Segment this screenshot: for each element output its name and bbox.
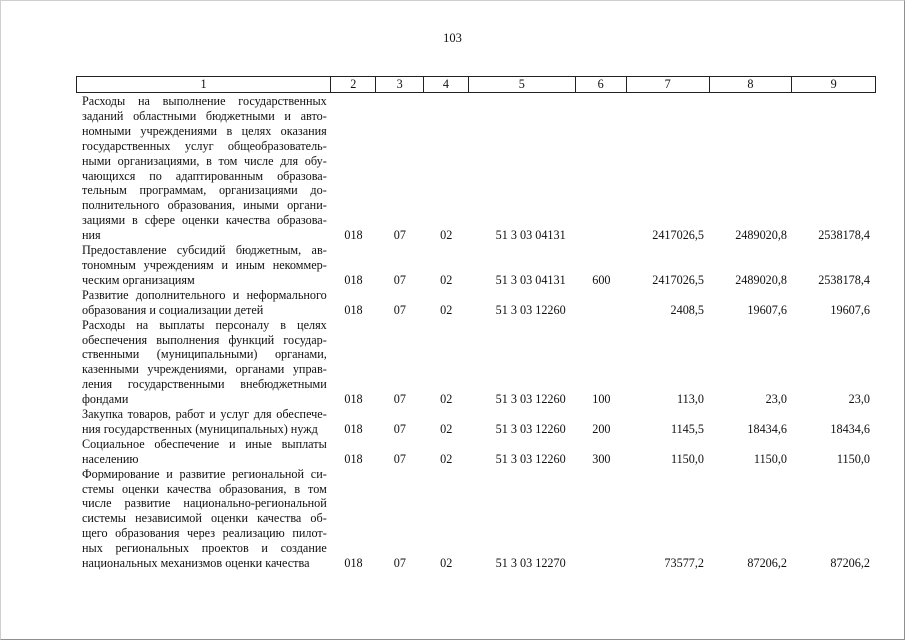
cell-value-col9: 2538178,4 xyxy=(818,228,870,243)
table-row xyxy=(76,437,876,467)
cell-value-col8: 2489020,8 xyxy=(735,272,787,287)
cell-target-article: 51 3 03 12260 xyxy=(495,421,566,436)
description-line: стемы оценки качества образования, в том xyxy=(82,481,327,496)
description-line: ственными (муниципальными) органами, xyxy=(82,347,327,362)
description-line: ными организациями, в том числе для обу- xyxy=(82,153,327,168)
cell-ved: 018 xyxy=(344,302,363,317)
cell-value-col8: 2489020,8 xyxy=(735,228,787,243)
cell-subsection: 02 xyxy=(440,421,453,436)
cell-ved: 018 xyxy=(344,421,363,436)
cell-section: 07 xyxy=(393,421,406,436)
cell-section: 07 xyxy=(393,272,406,287)
cell-ved: 018 xyxy=(344,272,363,287)
table-row xyxy=(76,467,876,571)
table-row xyxy=(76,407,876,437)
row-description xyxy=(76,288,331,318)
cell-target-article: 51 3 03 12260 xyxy=(495,451,566,466)
header-col-8: 8 xyxy=(710,77,793,92)
header-col-4: 4 xyxy=(424,77,469,92)
cell-target-article: 51 3 03 12260 xyxy=(495,392,566,407)
row-description xyxy=(76,437,331,467)
description-line: образования и социализации детей xyxy=(82,302,264,317)
table-header xyxy=(76,76,876,93)
header-col-6: 6 xyxy=(576,77,627,92)
row-description xyxy=(76,318,331,407)
row-description xyxy=(76,407,331,437)
cell-expense-type: 200 xyxy=(592,421,611,436)
description-line: системы независимой оценки качества об- xyxy=(82,511,327,526)
header-col-5: 5 xyxy=(469,77,575,92)
cell-subsection: 02 xyxy=(440,556,453,571)
page-number: 103 xyxy=(443,31,462,45)
cell-expense-type: 100 xyxy=(592,392,611,407)
cell-value-col9: 19607,6 xyxy=(830,302,870,317)
cell-value-col8: 19607,6 xyxy=(747,302,787,317)
description-line: государственных услуг общеобразователь- xyxy=(82,138,327,153)
header-col-9: 9 xyxy=(830,77,837,91)
cell-section: 07 xyxy=(393,228,406,243)
cell-value-col7: 2408,5 xyxy=(670,302,705,317)
table-body xyxy=(76,94,876,571)
cell-value-col7: 73577,2 xyxy=(664,556,705,571)
cell-value-col9: 87206,2 xyxy=(830,556,870,571)
cell-value-col9: 2538178,4 xyxy=(818,272,870,287)
description-line: ных региональных проектов и создание xyxy=(82,541,327,556)
header-col-3: 3 xyxy=(376,77,423,92)
description-line: Расходы на выплаты персоналу в целях xyxy=(82,317,327,332)
cell-expense-type: 300 xyxy=(592,451,611,466)
cell-value-col8: 23,0 xyxy=(765,392,787,407)
description-line: номными учреждениями в целях оказания xyxy=(82,123,327,138)
description-line: Закупка товаров, работ и услуг для обеспече- xyxy=(82,407,327,422)
cell-subsection: 02 xyxy=(440,228,453,243)
description-line: чающихся по адаптированным образова- xyxy=(82,168,327,183)
cell-ved: 018 xyxy=(344,392,363,407)
cell-value-col7: 2417026,5 xyxy=(652,272,705,287)
cell-target-article: 51 3 03 12270 xyxy=(495,556,566,571)
header-col-1: 1 xyxy=(77,77,331,92)
description-line: Предоставление субсидий бюджетным, ав- xyxy=(82,243,327,258)
cell-value-col9: 18434,6 xyxy=(830,421,870,436)
description-line: ления государственными внебюджетными xyxy=(82,377,327,392)
description-line: национальных механизмов оценки качества xyxy=(82,556,310,571)
description-line: полнительного образования, иными органи- xyxy=(82,198,327,213)
description-line: тельным программам, организациями до- xyxy=(82,183,327,198)
cell-value-col8: 18434,6 xyxy=(747,421,787,436)
table-row xyxy=(76,318,876,407)
cell-value-col7: 1145,5 xyxy=(670,421,705,436)
cell-target-article: 51 3 03 12260 xyxy=(495,302,566,317)
cell-section: 07 xyxy=(393,451,406,466)
row-description xyxy=(76,243,331,288)
description-line: ния xyxy=(82,228,101,243)
cell-section: 07 xyxy=(393,302,406,317)
description-line: Формирование и развитие региональной си- xyxy=(82,466,327,481)
description-line: щего образования через реализацию пилот- xyxy=(82,526,327,541)
cell-section: 07 xyxy=(393,392,406,407)
cell-target-article: 51 3 03 04131 xyxy=(495,228,566,243)
header-col-2: 2 xyxy=(331,77,376,92)
description-line: населению xyxy=(82,451,139,466)
cell-subsection: 02 xyxy=(440,392,453,407)
cell-subsection: 02 xyxy=(440,272,453,287)
description-line: Расходы на выполнение государственных xyxy=(82,94,327,108)
description-line: заданий областными бюджетными и авто- xyxy=(82,108,327,123)
cell-value-col7: 113,0 xyxy=(677,392,705,407)
description-line: ческим организациям xyxy=(82,272,195,287)
description-line: зациями в сфере оценки качества образова- xyxy=(82,213,327,228)
description-line: Социальное обеспечение и иные выплаты xyxy=(82,436,327,451)
description-line: Развитие дополнительного и неформального xyxy=(82,287,327,302)
cell-ved: 018 xyxy=(344,228,363,243)
cell-subsection: 02 xyxy=(440,302,453,317)
description-line: обеспечения выполнения функций государ- xyxy=(82,332,327,347)
cell-section: 07 xyxy=(393,556,406,571)
header-col-7: 7 xyxy=(627,77,710,92)
cell-target-article: 51 3 03 04131 xyxy=(495,272,566,287)
cell-expense-type: 600 xyxy=(592,272,611,287)
cell-value-col9: 23,0 xyxy=(848,392,870,407)
description-line: числе развитие национально-региональной xyxy=(82,496,327,511)
description-line: фондами xyxy=(82,392,129,407)
cell-value-col7: 2417026,5 xyxy=(652,228,705,243)
description-line: ния государственных (муниципальных) нужд xyxy=(82,421,318,436)
description-line: тономным учреждениям и иным некоммер- xyxy=(82,257,327,272)
table-row xyxy=(76,288,876,318)
cell-ved: 018 xyxy=(344,451,363,466)
description-line: казенными учреждениями, органами управ- xyxy=(82,362,327,377)
cell-ved: 018 xyxy=(344,556,363,571)
row-description xyxy=(76,467,331,571)
cell-value-col9: 1150,0 xyxy=(836,451,870,466)
cell-value-col7: 1150,0 xyxy=(670,451,705,466)
row-description xyxy=(76,94,331,243)
table-row xyxy=(76,94,876,243)
cell-subsection: 02 xyxy=(440,451,453,466)
cell-value-col8: 1150,0 xyxy=(753,451,787,466)
table-row xyxy=(76,243,876,288)
cell-value-col8: 87206,2 xyxy=(747,556,787,571)
